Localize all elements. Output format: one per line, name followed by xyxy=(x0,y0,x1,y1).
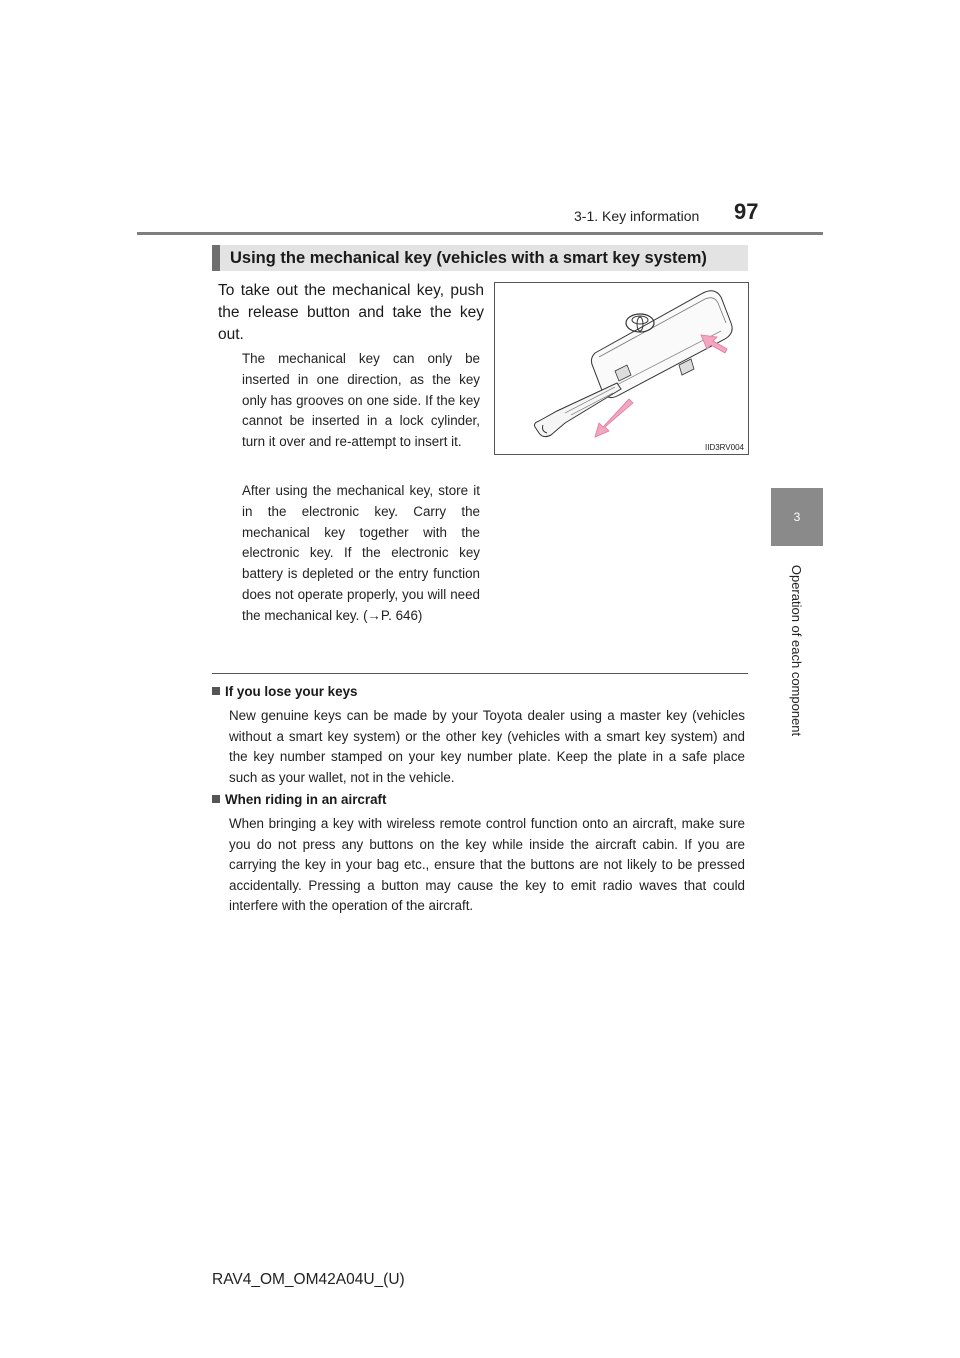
lead-instruction: To take out the mechanical key, push the release button and take the key out. xyxy=(218,282,484,343)
figure-code: IID3RV004 xyxy=(705,443,744,452)
chapter-label: Operation of each component xyxy=(789,564,805,736)
section-divider xyxy=(212,673,748,674)
subsection-body: New genuine keys can be made by your Toyota dealer using a master key (vehicles without a smart key system) or the other key (vehicles with a smart key system) and the key number stamped on your key number plate. Keep the plate in a safe place such as your wallet, not in the vehicle. xyxy=(229,708,745,785)
page-number: 97 xyxy=(734,199,759,224)
square-bullet-icon xyxy=(212,687,220,695)
note-paragraph: After using the mechanical key, store it in the electronic key. Carry the mechanical key together with the electronic key. If the electronic key battery is depleted or the entry function does not operate properly, you will need the mechanical key. (→P. 646) xyxy=(242,483,480,623)
key-illustration xyxy=(494,282,749,455)
subsection-body: When bringing a key with wireless remote control function onto an aircraft, make sure you do not press any buttons on the key while inside the aircraft cabin. If you are carrying the key in your bag etc., ensure that the buttons are not likely to be pressed accidentally. Pressing a button may cause the key to emit radio waves that could interfere with the operation of the aircraft. xyxy=(229,816,745,914)
subsection-heading: When riding in an aircraft xyxy=(212,792,386,807)
section-title-bar xyxy=(212,245,748,271)
pull-arrow-icon xyxy=(595,399,633,437)
section-title: Using the mechanical key (vehicles with a smart key system) xyxy=(230,248,707,267)
note-paragraph: The mechanical key can only be inserted in one direction, as the key only has grooves on one side. If the key cannot be inserted in a lock cylinder, turn it over and re-attempt to insert it. xyxy=(242,351,480,450)
document-code-footer: RAV4_OM_OM42A04U_(U) xyxy=(212,1271,405,1288)
square-bullet-icon xyxy=(212,795,220,803)
chapter-tab xyxy=(771,488,823,546)
header-rule xyxy=(137,232,823,235)
section-label: 3-1. Key information xyxy=(574,208,700,224)
smart-key-drawing xyxy=(495,283,748,454)
chapter-side-label xyxy=(772,552,822,748)
chapter-number: 3 xyxy=(793,510,801,524)
subsection-heading: If you lose your keys xyxy=(212,684,357,699)
